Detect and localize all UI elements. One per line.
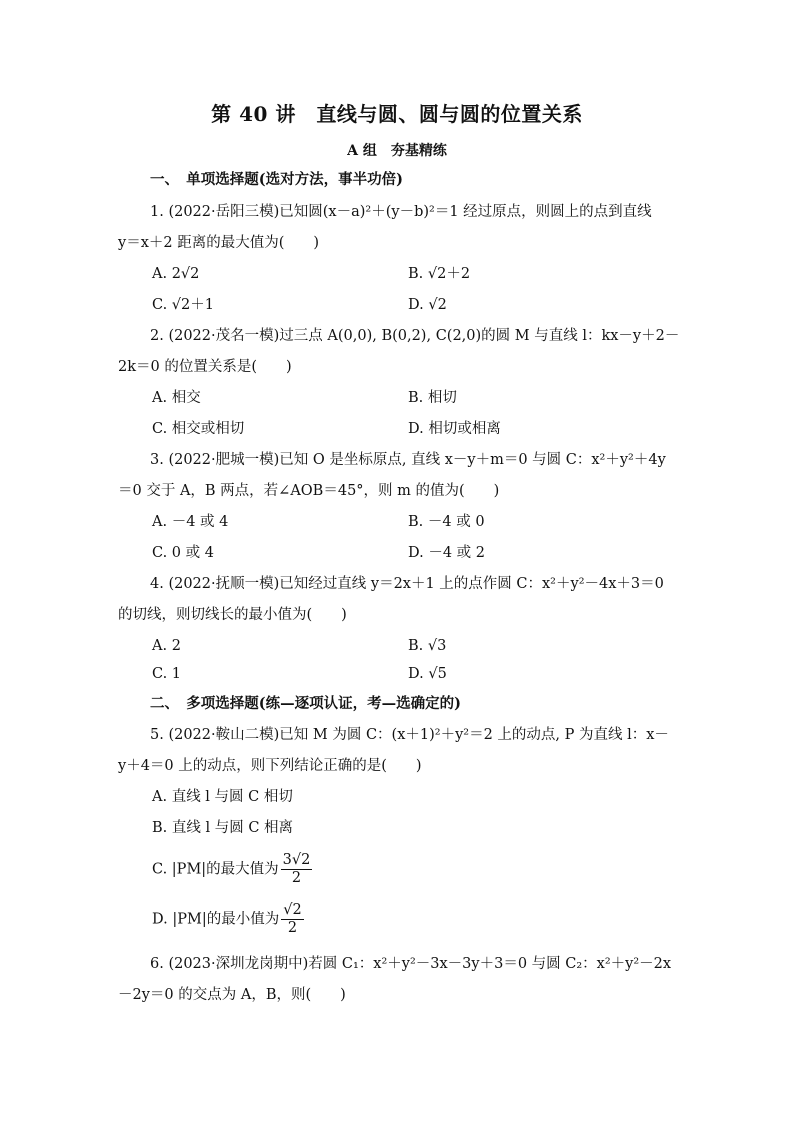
question-3-line-2: ＝0 交于 A，B 两点，若∠AOB＝45°，则 m 的值为( )	[118, 483, 500, 499]
section-heading-single-choice: 一、 单项选择题(选对方法，事半功倍)	[150, 171, 403, 188]
question-4-line-1: 4. (2022·抚顺一模)已知经过直线 y＝2x＋1 上的点作圆 C：x²＋y²－4x＋3＝0	[150, 576, 664, 592]
fraction-root2-over-2: $\frac{√2}{2}$	[283, 902, 302, 936]
question-3-option-b: B. －4 或 0	[408, 514, 485, 530]
question-5-option-b: B. 直线 l 与圆 C 相离	[152, 820, 294, 836]
question-2-option-b: B. 相切	[408, 390, 457, 406]
question-2-option-c: C. 相交或相切	[152, 421, 245, 437]
question-4-option-d: D. √5	[408, 666, 447, 682]
question-4-line-2: 的切线，则切线长的最小值为( )	[118, 607, 347, 623]
question-1-option-a: A. 2√2	[152, 266, 200, 282]
question-4-option-b: B. √3	[408, 638, 447, 654]
question-4-option-a: A. 2	[152, 638, 181, 654]
section-heading-multiple-choice: 二、 多项选择题(练—逐项认证，考—选确定的)	[150, 695, 461, 712]
question-3-line-1: 3. (2022·肥城一模)已知 O 是坐标原点, 直线 x－y＋m＝0 与圆 C：x²＋y²＋4y	[150, 452, 666, 468]
question-1-option-b: B. √2＋2	[408, 266, 471, 282]
question-3-option-d: D. －4 或 2	[408, 545, 485, 561]
question-5-option-c-text: C. |PM|的最大值为	[152, 861, 279, 878]
question-5-line-1: 5. (2022·鞍山二模)已知 M 为圆 C：(x＋1)²＋y²＝2 上的动点, P 为直线 l：x－	[150, 727, 669, 743]
question-5-option-d-text: D. |PM|的最小值为	[152, 911, 280, 928]
group-subtitle: A 组 夯基精练	[347, 143, 447, 159]
question-5-line-2: y＋4＝0 上的动点，则下列结论正确的是( )	[118, 758, 422, 774]
question-3-option-a: A. －4 或 4	[152, 514, 229, 530]
question-3-option-c: C. 0 或 4	[152, 545, 214, 561]
question-1-line-1: 1. (2022·岳阳三模)已知圆(x－a)²＋(y－b)²＝1 经过原点，则圆上的点到直线	[150, 204, 652, 220]
question-5-option-a: A. 直线 l 与圆 C 相切	[152, 789, 293, 805]
fraction-3-root2-over-2: $\frac{3√2}{2}$	[282, 852, 311, 886]
question-1-option-d: D. √2	[408, 297, 447, 313]
question-4-option-c: C. 1	[152, 666, 182, 682]
question-5-option-d	[152, 902, 304, 937]
question-1-line-2: y＝x＋2 距离的最大值为( )	[118, 235, 320, 251]
question-2-option-a: A. 相交	[152, 390, 201, 406]
question-6-line-2: －2y＝0 的交点为 A，B，则( )	[118, 987, 346, 1003]
question-2-line-1: 2. (2022·茂名一模)过三点 A(0,0), B(0,2), C(2,0)的圆 M 与直线 l：kx－y＋2－	[150, 328, 680, 344]
question-1-option-c: C. √2＋1	[152, 297, 214, 313]
question-2-line-2: 2k＝0 的位置关系是( )	[118, 359, 292, 375]
page-title: 第 40 讲 直线与圆、圆与圆的位置关系	[211, 102, 583, 126]
question-6-line-1: 6. (2023·深圳龙岗期中)若圆 C₁：x²＋y²－3x－3y＋3＝0 与圆 C₂：x²＋y²－2x	[150, 956, 672, 972]
question-2-option-d: D. 相切或相离	[408, 421, 501, 437]
question-5-option-c	[152, 852, 312, 887]
